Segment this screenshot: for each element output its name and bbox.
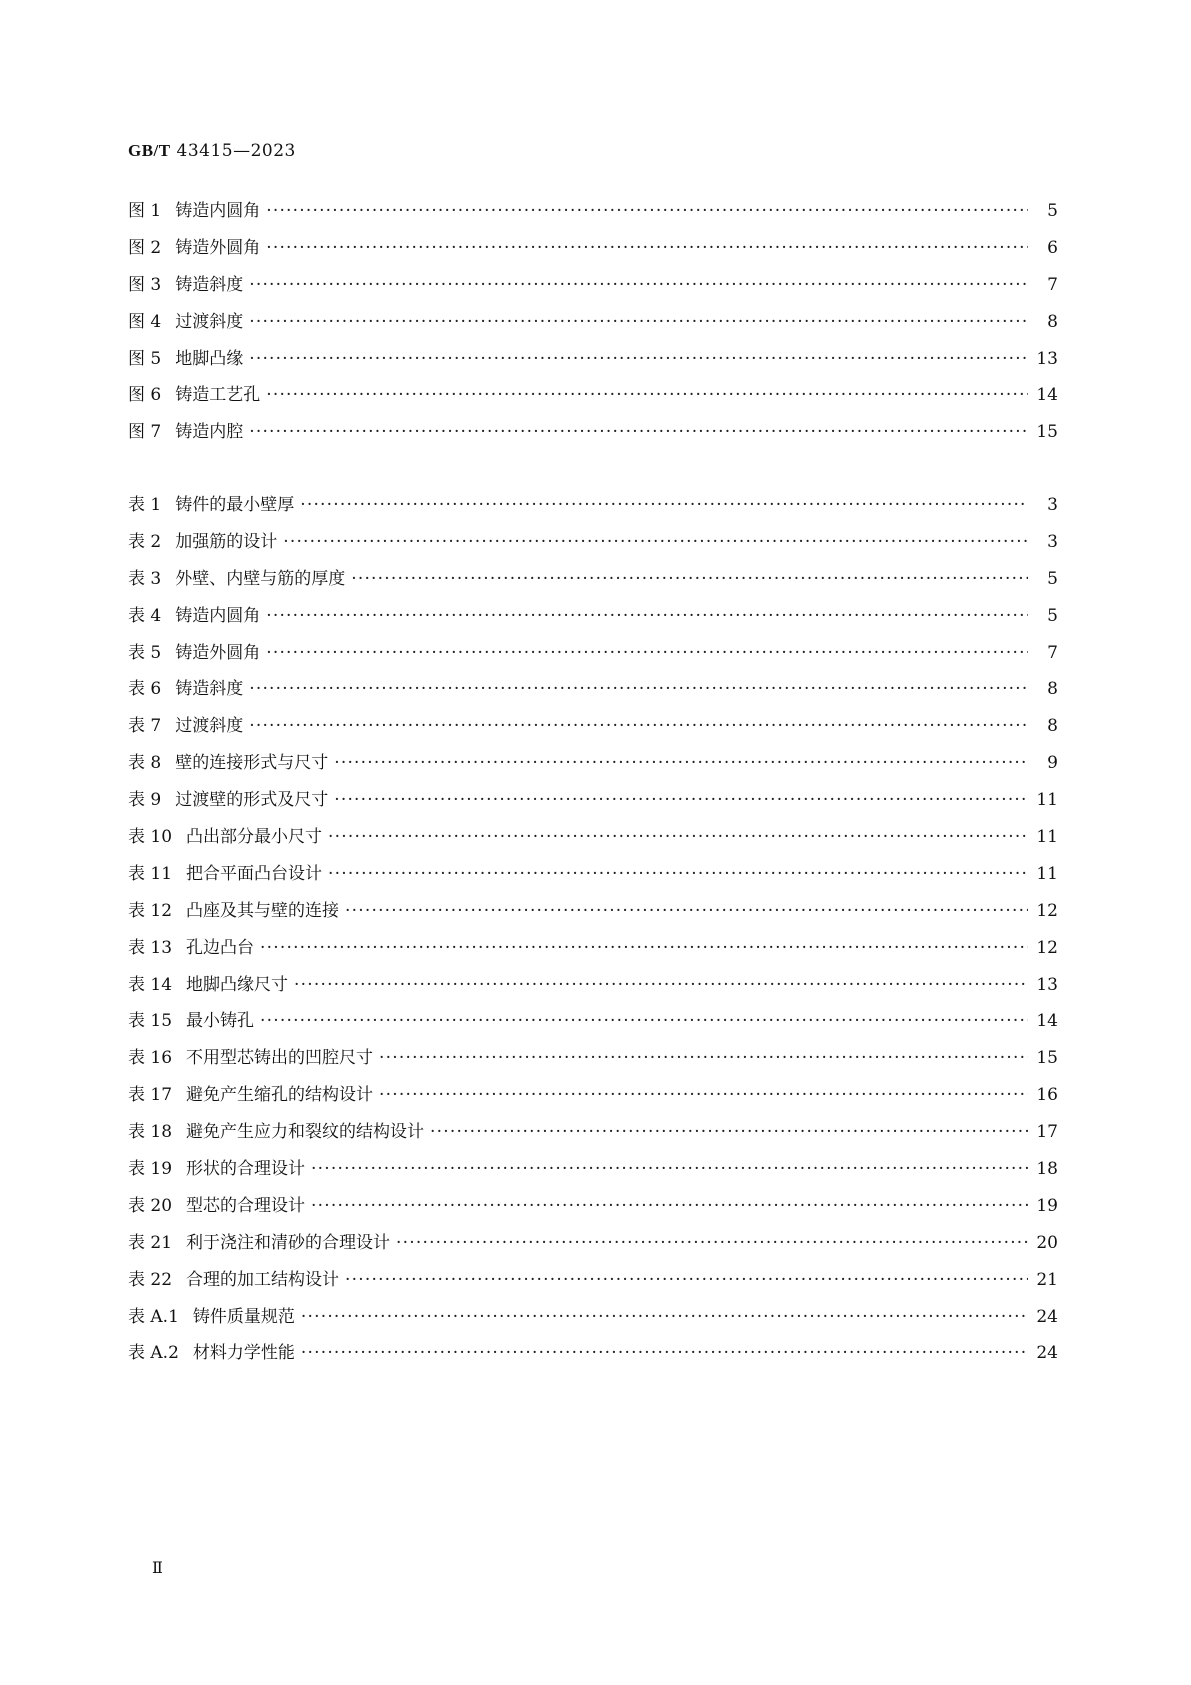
standard-number: 43415—2023 xyxy=(176,141,296,161)
table-label: 表 11 xyxy=(128,863,173,884)
table-title: 铸件的最小壁厚 xyxy=(175,495,295,515)
figure-title: 铸造工艺孔 xyxy=(175,385,261,406)
table-page-number: 24 xyxy=(1036,1306,1058,1327)
table-label: 表 5 xyxy=(128,642,162,663)
table-title: 地脚凸缘尺寸 xyxy=(186,974,289,995)
table-title: 形状的合理设计 xyxy=(186,1159,306,1180)
table-label: 表 18 xyxy=(128,1122,173,1143)
table-label: 表 8 xyxy=(128,753,162,774)
figure-page-number: 7 xyxy=(1047,274,1058,295)
table-entry[interactable] xyxy=(128,1043,1058,1080)
figure-page-number: 14 xyxy=(1036,385,1058,406)
dot-leader xyxy=(379,1048,1028,1068)
table-entry[interactable] xyxy=(128,711,1058,748)
table-label: 表 3 xyxy=(128,568,162,589)
figure-entry[interactable] xyxy=(128,196,1058,233)
table-page-number: 11 xyxy=(1036,827,1058,848)
table-label: 表 17 xyxy=(128,1085,173,1106)
dot-leader xyxy=(266,606,1028,626)
figure-page-number: 5 xyxy=(1047,201,1058,221)
dot-leader xyxy=(266,643,1028,663)
table-page-number: 16 xyxy=(1036,1085,1058,1106)
table-entry[interactable] xyxy=(128,1154,1058,1191)
dot-leader xyxy=(249,349,1028,369)
table-title: 铸造内圆角 xyxy=(175,605,261,626)
dot-leader xyxy=(249,312,1028,332)
table-label: 表 12 xyxy=(128,900,173,921)
table-label: 表 6 xyxy=(128,679,162,700)
table-page-number: 8 xyxy=(1047,679,1058,700)
dot-leader xyxy=(311,1159,1028,1179)
figure-label: 图 4 xyxy=(128,311,162,332)
figure-label: 图 2 xyxy=(128,237,162,258)
table-entry[interactable] xyxy=(128,785,1058,822)
table-entry[interactable] xyxy=(128,564,1058,601)
figure-entry[interactable] xyxy=(128,233,1058,270)
figure-title: 地脚凸缘 xyxy=(175,348,244,369)
table-title: 避免产生应力和裂纹的结构设计 xyxy=(186,1122,425,1143)
figure-label: 图 5 xyxy=(128,348,162,369)
figure-label: 图 1 xyxy=(128,201,162,221)
table-label: 表 19 xyxy=(128,1159,173,1180)
dot-leader xyxy=(260,938,1028,958)
table-label: 表 15 xyxy=(128,1011,173,1032)
table-entry[interactable] xyxy=(128,970,1058,1007)
table-title: 不用型芯铸出的凹腔尺寸 xyxy=(186,1048,374,1069)
table-label: 表 21 xyxy=(128,1232,173,1253)
table-entry[interactable] xyxy=(128,1265,1058,1302)
dot-leader xyxy=(345,901,1028,921)
table-label: 表 22 xyxy=(128,1269,173,1290)
table-list xyxy=(128,490,1058,1375)
dot-leader xyxy=(334,790,1028,810)
dot-leader xyxy=(379,1085,1028,1105)
dot-leader xyxy=(283,532,1028,552)
table-page-number: 24 xyxy=(1036,1343,1058,1364)
table-page-number: 5 xyxy=(1047,568,1058,589)
figure-label: 图 3 xyxy=(128,274,162,295)
table-label: 表 4 xyxy=(128,605,162,626)
table-entry[interactable] xyxy=(128,601,1058,638)
dot-leader xyxy=(249,422,1028,442)
dot-leader xyxy=(260,1011,1028,1031)
table-page-number: 11 xyxy=(1036,863,1058,884)
table-label: 表 13 xyxy=(128,937,173,958)
table-title: 合理的加工结构设计 xyxy=(186,1269,340,1290)
figure-page-number: 6 xyxy=(1047,237,1058,258)
table-title: 过渡斜度 xyxy=(175,716,244,737)
figure-page-number: 8 xyxy=(1047,311,1058,332)
dot-leader xyxy=(294,975,1028,995)
table-page-number: 5 xyxy=(1047,605,1058,626)
table-page-number: 17 xyxy=(1036,1122,1058,1143)
table-title: 铸造外圆角 xyxy=(175,642,261,663)
table-page-number: 9 xyxy=(1047,753,1058,774)
table-label: 表 A.1 xyxy=(128,1306,179,1327)
table-entry[interactable] xyxy=(128,638,1058,675)
dot-leader xyxy=(249,716,1028,736)
table-page-number: 11 xyxy=(1036,790,1058,811)
figure-title: 铸造斜度 xyxy=(175,274,244,295)
table-label: 表 9 xyxy=(128,790,162,811)
table-entry[interactable] xyxy=(128,527,1058,564)
table-title: 凸出部分最小尺寸 xyxy=(186,827,323,848)
table-title: 最小铸孔 xyxy=(186,1011,255,1032)
table-title: 把合平面凸台设计 xyxy=(186,863,323,884)
dot-leader xyxy=(334,753,1028,773)
figure-entry[interactable] xyxy=(128,417,1058,454)
figure-page-number: 13 xyxy=(1036,348,1058,369)
table-page-number: 18 xyxy=(1036,1159,1058,1180)
table-entry[interactable] xyxy=(128,822,1058,859)
figure-label: 图 7 xyxy=(128,422,162,443)
table-page-number: 8 xyxy=(1047,716,1058,737)
dot-leader xyxy=(328,827,1028,847)
table-title: 铸造斜度 xyxy=(175,679,244,700)
figure-entry[interactable] xyxy=(128,344,1058,381)
figure-entry[interactable] xyxy=(128,270,1058,307)
table-entry[interactable] xyxy=(128,490,1058,527)
table-label: 表 20 xyxy=(128,1195,173,1216)
table-entry[interactable] xyxy=(128,748,1058,785)
table-label: 表 10 xyxy=(128,827,173,848)
figure-list xyxy=(128,196,1058,454)
dot-leader xyxy=(266,201,1028,221)
table-entry[interactable] xyxy=(128,933,1058,970)
figure-entry[interactable] xyxy=(128,380,1058,417)
dot-leader xyxy=(345,1270,1028,1290)
table-label: 表 A.2 xyxy=(128,1343,179,1364)
dot-leader xyxy=(266,385,1028,405)
table-page-number: 3 xyxy=(1047,495,1058,515)
table-page-number: 13 xyxy=(1036,974,1058,995)
dot-leader xyxy=(351,569,1028,589)
dot-leader xyxy=(396,1233,1028,1253)
table-label: 表 1 xyxy=(128,495,162,515)
table-page-number: 12 xyxy=(1036,937,1058,958)
standard-prefix: GB/T xyxy=(128,141,171,160)
page-number: Ⅱ xyxy=(152,1558,163,1577)
table-entry[interactable] xyxy=(128,1302,1058,1339)
dot-leader xyxy=(301,1343,1028,1363)
figure-title: 铸造外圆角 xyxy=(175,237,261,258)
table-entry[interactable] xyxy=(128,1006,1058,1043)
table-title: 型芯的合理设计 xyxy=(186,1195,306,1216)
table-title: 加强筋的设计 xyxy=(175,531,278,552)
figure-title: 铸造内腔 xyxy=(175,422,244,443)
table-entry[interactable] xyxy=(128,1191,1058,1228)
table-title: 凸座及其与壁的连接 xyxy=(186,900,340,921)
table-title: 过渡壁的形式及尺寸 xyxy=(175,790,329,811)
dot-leader xyxy=(430,1122,1028,1142)
dot-leader xyxy=(328,864,1028,884)
table-entry[interactable] xyxy=(128,1080,1058,1117)
document-header xyxy=(128,141,296,161)
table-page-number: 12 xyxy=(1036,900,1058,921)
table-entry[interactable] xyxy=(128,896,1058,933)
table-label: 表 7 xyxy=(128,716,162,737)
figure-title: 铸造内圆角 xyxy=(175,201,261,221)
table-label: 表 16 xyxy=(128,1048,173,1069)
table-entry[interactable] xyxy=(128,1338,1058,1375)
table-page-number: 21 xyxy=(1036,1269,1058,1290)
dot-leader xyxy=(301,1307,1028,1327)
dot-leader xyxy=(249,679,1028,699)
table-page-number: 7 xyxy=(1047,642,1058,663)
table-title: 外壁、内壁与筋的厚度 xyxy=(175,568,346,589)
table-title: 壁的连接形式与尺寸 xyxy=(175,753,329,774)
table-title: 利于浇注和清砂的合理设计 xyxy=(186,1232,391,1253)
table-label: 表 2 xyxy=(128,531,162,552)
table-entry[interactable] xyxy=(128,674,1058,711)
table-title: 避免产生缩孔的结构设计 xyxy=(186,1085,374,1106)
table-page-number: 14 xyxy=(1036,1011,1058,1032)
dot-leader xyxy=(300,495,1028,515)
table-page-number: 3 xyxy=(1047,531,1058,552)
figure-title: 过渡斜度 xyxy=(175,311,244,332)
table-page-number: 19 xyxy=(1036,1195,1058,1216)
table-title: 孔边凸台 xyxy=(186,937,255,958)
table-entry[interactable] xyxy=(128,859,1058,896)
figure-label: 图 6 xyxy=(128,385,162,406)
table-title: 材料力学性能 xyxy=(192,1343,295,1364)
dot-leader xyxy=(266,238,1028,258)
figure-entry[interactable] xyxy=(128,307,1058,344)
table-page-number: 20 xyxy=(1036,1232,1058,1253)
table-page-number: 15 xyxy=(1036,1048,1058,1069)
table-label: 表 14 xyxy=(128,974,173,995)
figure-page-number: 15 xyxy=(1036,422,1058,443)
dot-leader xyxy=(311,1196,1028,1216)
table-entry[interactable] xyxy=(128,1117,1058,1154)
table-title: 铸件质量规范 xyxy=(192,1306,295,1327)
dot-leader xyxy=(249,275,1028,295)
table-entry[interactable] xyxy=(128,1228,1058,1265)
